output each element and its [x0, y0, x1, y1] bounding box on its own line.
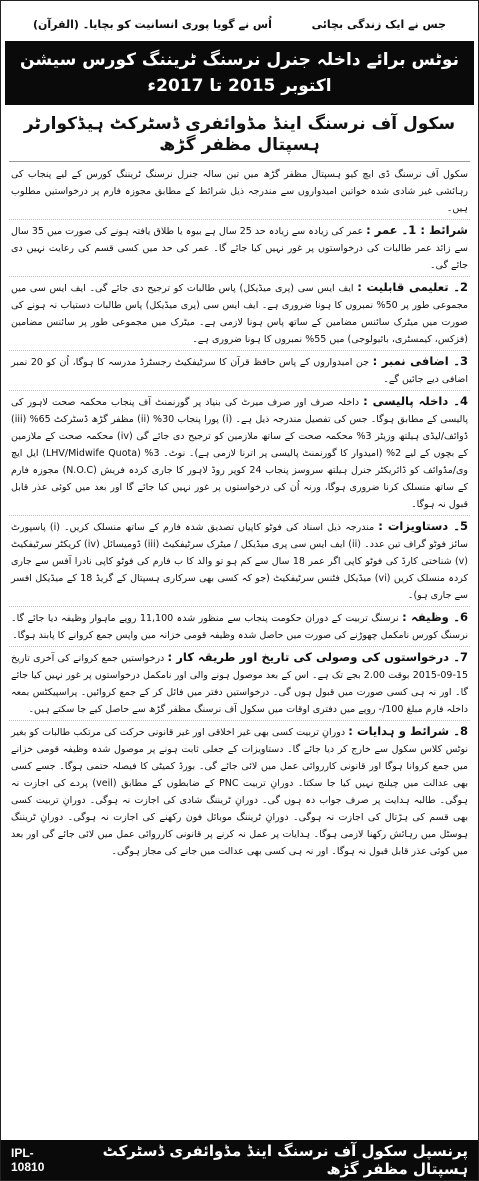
- ad-code: IPL-10810: [11, 1146, 45, 1174]
- section-documents: [9, 515, 470, 606]
- section-body: ایف ایس سی (پری میڈیکل) پاس طالبات کو ترجیح دی جائے گی۔ ایف ایس سی میں مجموعی طور پر 50% نمبروں کا ہونا ضروری ہے۔ ایف ایس سی (پری میڈیکل) پاس طالبات دستیاب نہ ہونے کی صورت میں میٹرک سائنس مضامین کے ساتھ پاس ہونا لازمی ہے۔ میٹرک میں مجموعی طور پر سائنس مضامین (فزکس، کیمسٹری، بائیولوجی) میں 55% نمبروں کا ہونا ضروری ہے۔: [11, 283, 468, 345]
- principal-signature: پرنسپل سکول آف نرسنگ اینڈ مڈوائفری ڈسٹرکٹ ہسپتال مظفر گڑھ: [102, 1142, 468, 1178]
- section-title: 8۔ شرائط و ہدایات :: [348, 724, 468, 738]
- institution-name: سکول آف نرسنگ اینڈ مڈوائفری ڈسٹرکٹ ہیڈکوارٹر ہسپتال مظفر گڑھ: [9, 105, 470, 162]
- section-title: 5۔ دستاویزات :: [378, 519, 468, 533]
- section-title: 3۔ اضافی نمبر :: [372, 354, 468, 368]
- section-title: 7۔ درخواستوں کی وصولی کی تاریخ اور طریقہ کار :: [167, 650, 468, 664]
- section-title: 2۔ تعلیمی قابلیت :: [357, 280, 468, 294]
- section-title: 6۔ وظیفہ :: [402, 610, 468, 624]
- section-body: داخلہ صرف اور صرف میرٹ کی بنیاد پر گورنمنٹ آف پنجاب محکمہ صحت لاہور کی پالیسی کے مطابق ہوگا۔ جس کی تفصیل مندرجہ ذیل ہے۔ (i) پورا پنجاب 30% (ii) مظفر گڑھ ڈسٹرکٹ 65% (iii) ڈوائف/لیڈی ہیلتھ وزیٹر 3% محکمہ صحت کے ساتھ ملازمین کو ترجیح دی جائے گی (iv) محکمہ صحت کے ملازمین کے بچوں کے لیے 2% (امیدوار کا گورنمنٹ پالیسی پر اترنا لازمی ہے)۔ نوٹ۔ 3% (LHV/Midwife Quota) ایل ایچ وی/مڈوائف کو ڈائریکٹر جنرل ہیلتھ سروسز پنجاب 24 کوپر روڈ لاہور کا جاری کردہ فریش (N.O.C) مجوزہ فارم کے ساتھ منسلک کرنا ضروری ہوگا، ورنہ اُن کی درخواستوں پر غور نہیں کیا جائے گا اور بعد میں کوئی عذر قابل قبول نہ ہوگا۔: [11, 397, 469, 510]
- section-title: شرائط : 1۔ عمر :: [366, 223, 468, 237]
- section-title: 4۔ داخلہ پالیسی :: [363, 394, 468, 408]
- notice-footer: [1, 1140, 478, 1180]
- quote-right: جس نے ایک زندگی بچائی: [311, 17, 446, 31]
- quran-quote: [9, 7, 470, 41]
- section-extra-marks: [9, 350, 470, 390]
- section-body: دورانِ تربیت کسی بھی غیر اخلاقی اور غیر قانونی حرکت کی مرتکب طالبات کو بغیر نوٹس کلاس سکول سے خارج کر دیا جائے گا۔ دستاویزات کے جعلی ثابت ہونے پر موصول شدہ وظیفہ قومی خزانے میں جمع کروانا ہوگا اور قانونی کارروائی عمل میں لائی جائے گی۔ بورڈ کمیٹی کا فیصلہ حتمی ہوگا۔ جسے کسی بھی عدالت میں چیلنج نہیں کیا جا سکتا۔ دورانِ تربیت PNC کے ضابطوں کے مطابق (veil) پردے کی اجازت نہ ہوگی۔ طالبہ ہدایت پر صرف جواب دہ ہوں گی۔ دورانِ ٹریننگ شادی کی اجازت نہ ہوگی۔ دورانِ تربیت کسی بھی قسم کی ہڑتال کی اجازت نہ ہوگی۔ دورانِ ٹریننگ موبائل فون رکھنے کی اجازت نہ ہوگی۔ دورانِ ٹریننگ ہوسٹل میں رہائش رکھنا لازمی ہوگا۔ ہدایات پر عمل نہ کرنے پر قانونی کارروائی عمل میں لائی جائے گی اور بعد میں کوئی عذر قابل قبول نہ ہوگا۔ اور نہ ہی کسی بھی عدالت میں جانے کی مجاز ہوگی۔: [11, 727, 468, 857]
- intro-paragraph: سکول آف نرسنگ ڈی ایچ کیو ہسپتال مظفر گڑھ میں تین سالہ جنرل نرسنگ ٹریننگ کورس کے لیے پنجاب کی رہائشی غیر شادی شدہ خواتین امیدواروں سے مندرجہ ذیل شرائط کے مطابق مجوزہ فارم پر درخواستیں مطلوب ہیں۔: [11, 169, 468, 214]
- quote-left: اُس نے گویا پوری انسانیت کو بچایا۔ (القرآن): [33, 17, 272, 31]
- section-education: [9, 276, 470, 350]
- section-stipend: [9, 606, 470, 646]
- section-body: نرسنگ تربیت کے دوران حکومت پنجاب سے منظور شدہ 11,100 روپے ماہوار وظیفہ دیا جائے گا۔ نرسنگ کورس نامکمل چھوڑنے کی صورت میں حاصل شدہ وظیفہ قومی خزانہ میں واپس جمع کروانے کا پابند ہوگا۔: [11, 613, 468, 641]
- section-age: [9, 219, 470, 276]
- section-body: درخواستیں جمع کروانے کی آخری تاریخ 15-09-2015 بوقت 2.00 بجے تک ہے۔ اس کے بعد موصول ہونے والی اور نامکمل درخواستوں پر غور نہیں کیا جائے گا۔ اور نہ ہی کسی صورت میں قبول ہوں گی۔ درخواستیں دفتر میں فائل کر کے جمع کروائیں۔ پراسپیکٹس بمعہ داخلہ فارم مبلغ 100/- روپے میں دفتری اوقات میں سکول آف نرسنگ مظفر گڑھ سے حاصل کیے جا سکتے ہیں۔: [11, 653, 469, 715]
- section-rules: [9, 720, 470, 862]
- section-body: مندرجہ ذیل اسناد کی فوٹو کاپیاں تصدیق شدہ فارم کے ساتھ منسلک کریں۔ (i) پاسپورٹ سائز فوٹو گراف تین عدد۔ (ii) ایف ایس سی پری میڈیکل / میٹرک سرٹیفکیٹ (iii) ڈومیسائل (iv) کریکٹر سرٹیفکیٹ (v) شناختی کارڈ کی فوٹو کاپی اگر عمر 18 سال سے کم ہو تو والد کا ب فارم کی فوٹو کاپی نادرا آفس سے جاری کردہ منسلک کریں (vi) میڈیکل فٹنس سرٹیفکیٹ (جو کہ کسی بھی سرکاری ہسپتال کے گریڈ 18 کے میڈیکل افسر سے جاری ہو)۔: [11, 522, 469, 601]
- headline-text: نوٹس برائے داخلہ جنرل نرسنگ ٹریننگ کورس سیشن اکتوبر 2015 تا 2017ء: [20, 50, 459, 96]
- section-application-date: [9, 646, 470, 720]
- section-body: عمر کی زیادہ سے زیادہ حد 25 سال ہے بیوہ یا طلاق یافتہ ہونے کی صورت میں 35 سال سے زائد عمر طالبات کی درخواستوں پر غور نہیں کیا جائے گا۔ عمر کی حد میں کسی قسم کی رعایت نہیں دی جائے گی۔: [11, 226, 468, 271]
- section-body: جن امیدواروں کے پاس حافظ قرآن کا سرٹیفکیٹ رجسٹرڈ مدرسہ کا ہوگا، اُن کو 20 نمبر اضافی دیے جائیں گے۔: [11, 357, 468, 385]
- notice-headline: [5, 41, 474, 105]
- section-admission-policy: [9, 390, 470, 515]
